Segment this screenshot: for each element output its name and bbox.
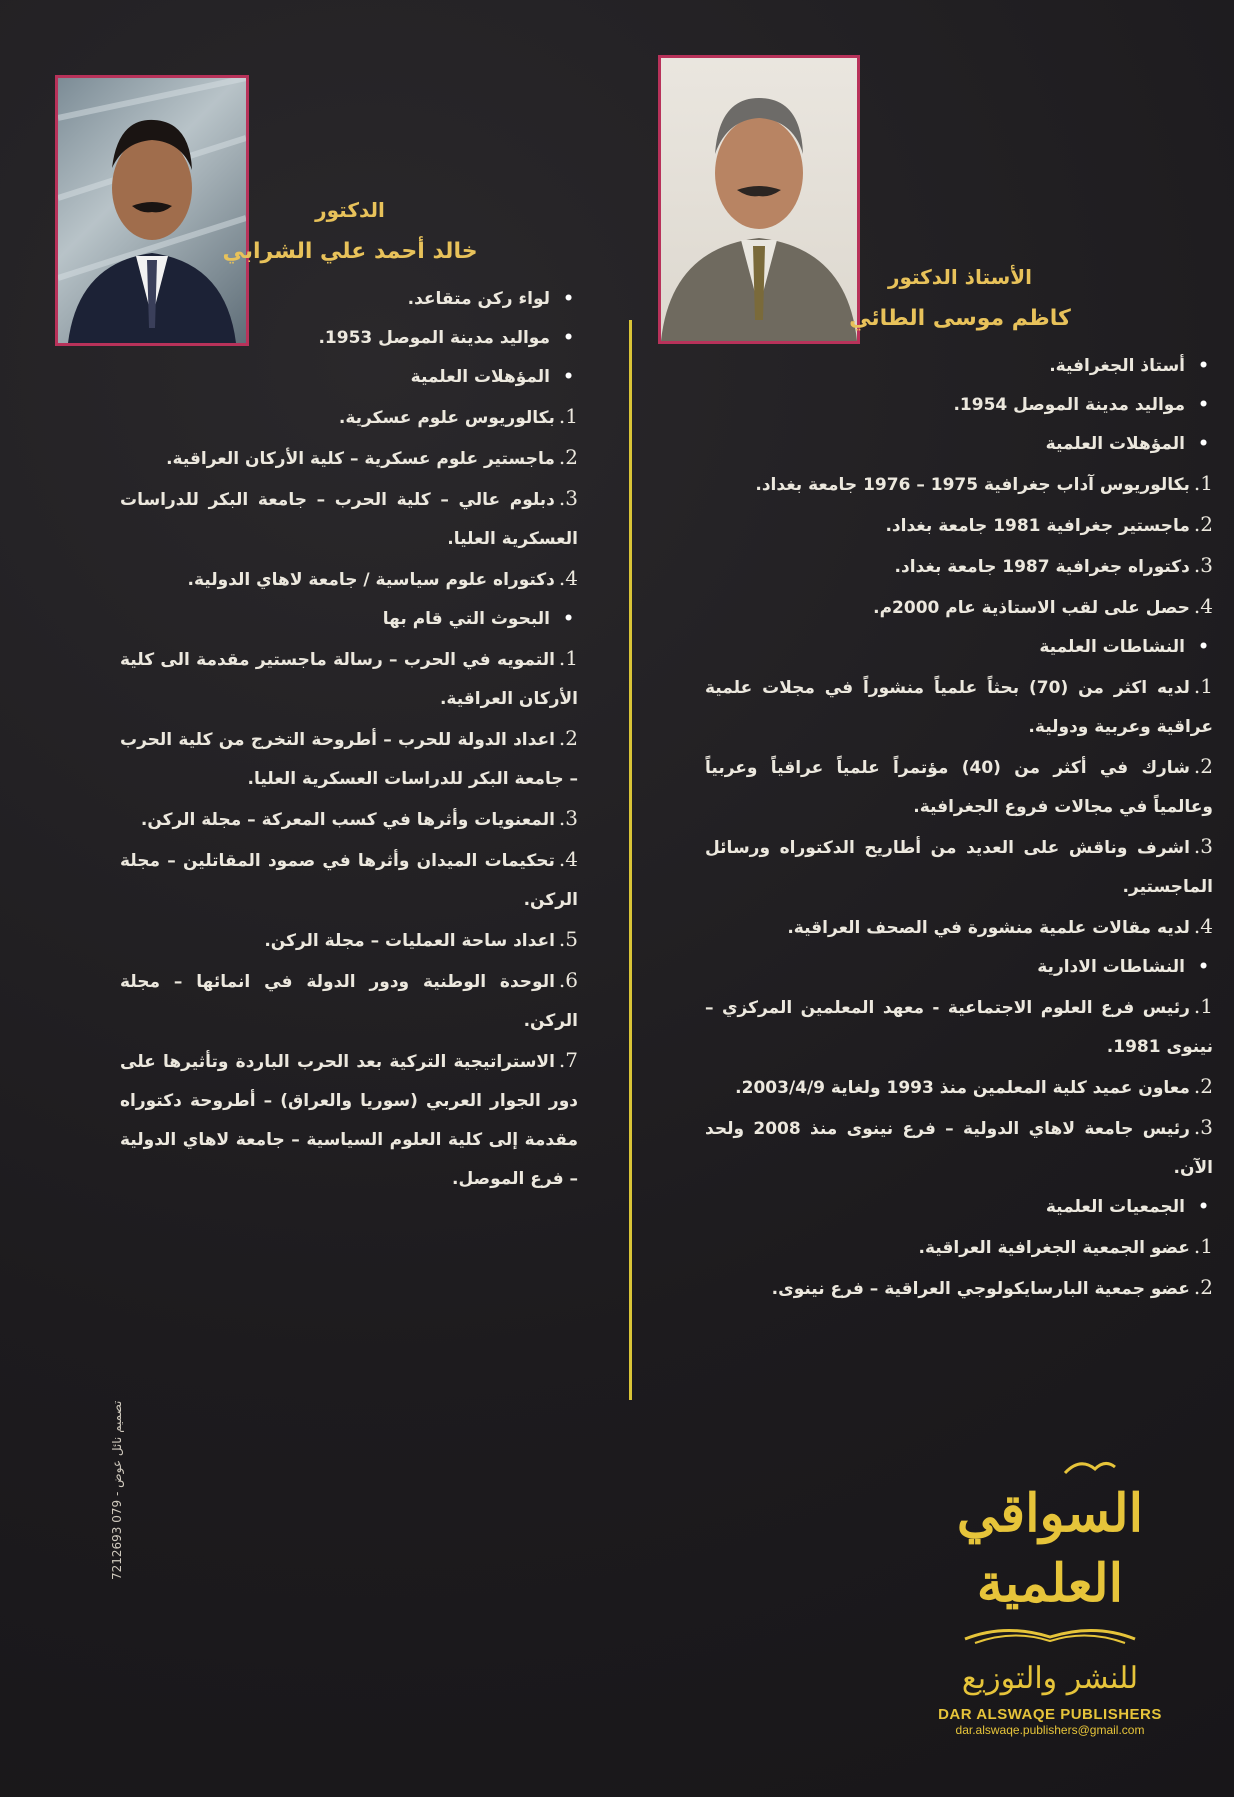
list-item: 2.اعداد الدولة للحرب – أطروحة التخرج من كلية الحرب – جامعة البكر للدراسات العسكرية العليا. <box>120 726 578 789</box>
bullet-item: • أستاذ الجغرافية. <box>705 347 1215 386</box>
list-item: 2.ماجستير علوم عسكرية – كلية الأركان العراقية. <box>166 445 578 469</box>
bullet-item: • مواليد مدينة الموصل 1954. <box>705 386 1215 425</box>
author-right-bullets <box>705 347 1215 464</box>
list-item: 4.دكتوراه علوم سياسية / جامعة لاهاي الدولية. <box>187 566 578 590</box>
publisher-logo <box>905 1455 1195 1737</box>
open-book-icon <box>905 1619 1195 1645</box>
section-heading-scientific: • النشاطات العلمية <box>705 628 1215 667</box>
section-heading-research: • البحوث التي قام بها <box>120 600 580 639</box>
list-item: 1.رئيس فرع العلوم الاجتماعية - معهد المعلمين المركزي – نينوى 1981. <box>705 994 1213 1057</box>
publisher-tagline-arabic: للنشر والتوزيع <box>961 1661 1139 1696</box>
list-item: 5.اعداد ساحة العمليات – مجلة الركن. <box>264 927 578 951</box>
list-item: 1.بكالوريوس علوم عسكرية. <box>338 404 578 428</box>
author-right-name: كاظم موسى الطائي <box>849 306 1071 331</box>
author-left-bullets <box>120 280 580 397</box>
list-item: 7.الاستراتيجية التركية بعد الحرب الباردة وتأثيرها على دور الجوار العربي (سوريا والعراق) – أطروحة دكتوراه مقدمة إلى كلية العلوم السياسية – جامعة لاهاي الدولية – فرع الموصل. <box>120 1048 578 1189</box>
list-item: 2.شارك في أكثر من (40) مؤتمراً علمياً عراقياً وعربياً وعالمياً في مجالات فروع الجغرافية. <box>705 754 1214 817</box>
list-item: 4.حصل على لقب الاستاذية عام 2000م. <box>873 594 1213 618</box>
logo-ornament-icon <box>905 1455 1195 1475</box>
section-heading-admin: • النشاطات الادارية <box>705 948 1215 987</box>
list-item: 1.التمويه في الحرب – رسالة ماجستير مقدمة الى كلية الأركان العراقية. <box>120 646 578 709</box>
list-item: 2.عضو جمعية البارسايكولوجي العراقية – فرع نينوى. <box>771 1275 1213 1299</box>
bullet-item: • لواء ركن متقاعد. <box>120 280 580 319</box>
list-item: 3.دكتوراه جغرافية 1987 جامعة بغداد. <box>894 553 1213 577</box>
publisher-name-arabic: السواقي العلمية <box>956 1483 1144 1614</box>
bullet-item: • مواليد مدينة الموصل 1953. <box>120 319 580 358</box>
list-item: 3.المعنويات وأثرها في كسب المعركة – مجلة الركن. <box>140 806 578 830</box>
list-item: 3.دبلوم عالي – كلية الحرب – جامعة البكر للدراسات العسكرية العليا. <box>120 486 578 549</box>
list-item: 4.لديه مقالات علمية منشورة في الصحف العراقية. <box>787 914 1213 938</box>
design-credit: تصميم نائل عوض - 079 7212693 <box>110 1400 124 1580</box>
publisher-name-english: DAR ALSWAQE PUBLISHERS <box>938 1706 1162 1723</box>
list-item: 1.بكالوريوس آداب جغرافية 1975 – 1976 جامعة بغداد. <box>755 471 1213 495</box>
author-left-column <box>120 198 580 1199</box>
list-item: 1.عضو الجمعية الجغرافية العراقية. <box>918 1234 1213 1258</box>
author-left-name: خالد أحمد علي الشرابي <box>222 239 478 264</box>
list-item: 4.تحكيمات الميدان وأثرها في صمود المقاتلين – مجلة الركن. <box>120 847 578 910</box>
list-item: 3.اشرف وناقش على العديد من أطاريح الدكتوراه ورسائل الماجستير. <box>705 834 1213 897</box>
section-heading-qualifications: • المؤهلات العلمية <box>705 425 1215 464</box>
column-divider <box>629 320 632 1400</box>
section-heading-qualifications: • المؤهلات العلمية <box>120 358 580 397</box>
section-heading-societies: • الجمعيات العلمية <box>705 1188 1215 1227</box>
list-item: 3.رئيس جامعة لاهاي الدولية – فرع نينوى منذ 2008 ولحد الآن. <box>705 1115 1213 1178</box>
author-right-column <box>705 255 1215 1309</box>
list-item: 6.الوحدة الوطنية ودور الدولة في انمائها – مجلة الركن. <box>120 968 578 1031</box>
publisher-email: dar.alswaqe.publishers@gmail.com <box>955 1723 1145 1737</box>
list-item: 2.ماجستير جغرافية 1981 جامعة بغداد. <box>885 512 1213 536</box>
author-left-title: الدكتور <box>315 198 385 222</box>
list-item: 2.معاون عميد كلية المعلمين منذ 1993 ولغاية 2003/4/9. <box>735 1074 1213 1098</box>
list-item: 1.لديه اكثر من (70) بحثاً علمياً منشوراً في مجلات علمية عراقية وعربية ودولية. <box>705 674 1213 737</box>
author-right-title: الأستاذ الدكتور <box>887 265 1033 289</box>
